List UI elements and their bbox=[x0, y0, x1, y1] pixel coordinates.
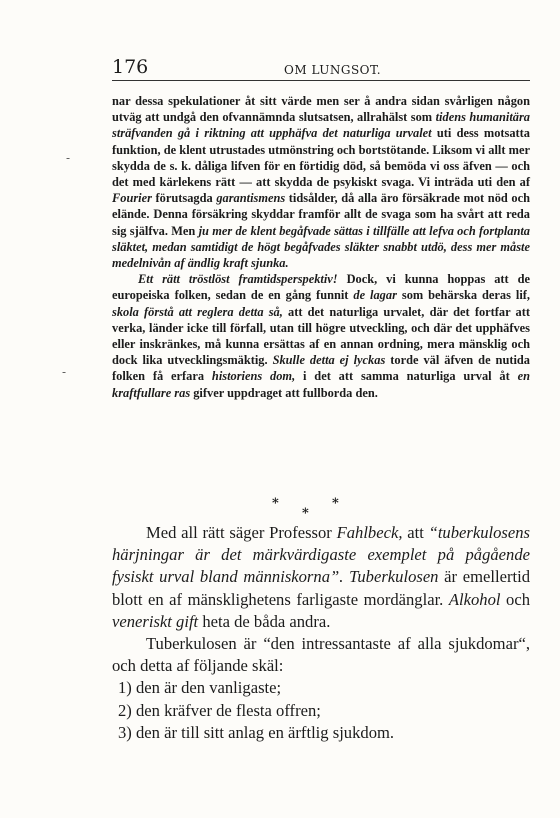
section-separator bbox=[270, 496, 360, 521]
margin-mark: - bbox=[62, 365, 67, 379]
separator-asterisk: * bbox=[302, 506, 309, 521]
list-item: 3) den är till sitt anlag en ärftlig sjukdom. bbox=[118, 722, 395, 742]
italic-text-run: Alkohol bbox=[448, 589, 501, 609]
text-run: uti dess motsatta funktion, de klent utrustades utmönstring och bortstötande. Liksom vi allt mer skydda de s. k. dåliga lifven för en förtidig död, så bemöda vi oss äfven — och det med kärlekens rätt — att skydda de psykiskt svaga. Vi inträda uti den af bbox=[112, 126, 530, 190]
text-run: som behärska deras lif, bbox=[396, 288, 530, 303]
italic-text-run: tidens humanitära sträfvanden gå i riktning att upphäfva det naturliga urvalet bbox=[112, 110, 530, 141]
text-run: att det naturliga urvalet, där det fortfar att verka, länder icke till förfall, utan till högre utveckling, och där det upphäfves eller inskränkes, må kunna ersättas af en annan ordning, mera mänsklig och dock lika utvecklingsmäktig. bbox=[112, 304, 530, 368]
italic-text-run: “tuberkulosens härjningar är det märkvärdigaste exemplet på pågående fysiskt urval bland människorna”. bbox=[112, 523, 530, 587]
text-run: nar dessa spekulationer åt sitt värde men ser å andra sidan svårligen någon utväg att undgå den ofvannämnda slutsatsen, allrahälst som bbox=[112, 94, 530, 125]
italic-text-run: Ett rätt tröstlöst framtidsperspektiv! bbox=[138, 272, 338, 287]
margin-mark: - bbox=[66, 151, 71, 165]
text-run: tidsålder, då alla äro försäkrade mot nöd och elände. Denna försäkring skyddar framför allt de svaga som ha svårt att reda sig själfva. Men bbox=[112, 191, 530, 238]
small-print-section bbox=[112, 93, 530, 401]
small-paragraph bbox=[112, 93, 530, 271]
text-run: att bbox=[402, 523, 429, 542]
main-text-section bbox=[112, 522, 530, 744]
italic-text-run: veneriskt gift bbox=[112, 611, 199, 631]
italic-text-run: Tuberkulosen bbox=[349, 567, 439, 587]
reasons-list bbox=[112, 677, 530, 744]
italic-text-run: Skulle detta ej lyckas bbox=[272, 353, 386, 368]
italic-text-run: de lagar bbox=[353, 288, 397, 303]
text-run: Dock, vi kunna hoppas att de europeiska folken, sedan de en gång funnit bbox=[112, 272, 531, 303]
body-paragraph bbox=[112, 522, 530, 633]
text-run: torde väl äfven de nutida folken få erfara bbox=[112, 353, 530, 384]
separator-asterisk: * bbox=[272, 496, 279, 511]
list-item: 2) den kräfver de flesta offren; bbox=[118, 700, 321, 720]
text-run: i det att samma naturliga urval åt bbox=[295, 369, 518, 384]
small-paragraph bbox=[112, 271, 530, 401]
running-head: OM LUNGSOT. bbox=[284, 63, 382, 77]
text-run: är emellertid blott en af mänsklighetens farligaste mordänglar. bbox=[112, 567, 530, 609]
page-number: 176 bbox=[112, 56, 149, 78]
italic-text-run: Fahlbeck, bbox=[336, 523, 403, 542]
page-header bbox=[112, 56, 530, 80]
text-run: och bbox=[500, 589, 530, 609]
italic-text-run: skola förstå att reglera detta så, bbox=[112, 304, 283, 319]
header-rule bbox=[112, 80, 530, 81]
list-item: 1) den är den vanligaste; bbox=[118, 678, 282, 698]
text-run: förutsagda bbox=[151, 191, 217, 206]
italic-text-run: en kraftfullare ras bbox=[112, 369, 531, 400]
italic-text-run: historiens dom, bbox=[211, 369, 296, 384]
separator-asterisk: * bbox=[332, 496, 339, 511]
italic-text-run: Fourier bbox=[112, 191, 152, 206]
text-run: Tuberkulosen är “den intressantaste af alla sjukdomar“, och detta af följande skäl: bbox=[112, 634, 530, 676]
body-paragraph bbox=[112, 633, 530, 677]
text-run: heta de båda andra. bbox=[198, 611, 331, 631]
text-run: gifver uppdraget att fullborda den. bbox=[190, 385, 378, 400]
italic-text-run: garantismens bbox=[216, 191, 286, 206]
italic-text-run: ju mer de klent begåfvade sättas i tillfälle att lefva och fortplanta släktet, medan samtidigt de högt begåfvades släkter snabbt utdö, dess mer måste medelnivån af ändlig kraft sjunka. bbox=[112, 223, 530, 271]
text-run: Med all rätt säger Professor bbox=[146, 523, 337, 542]
